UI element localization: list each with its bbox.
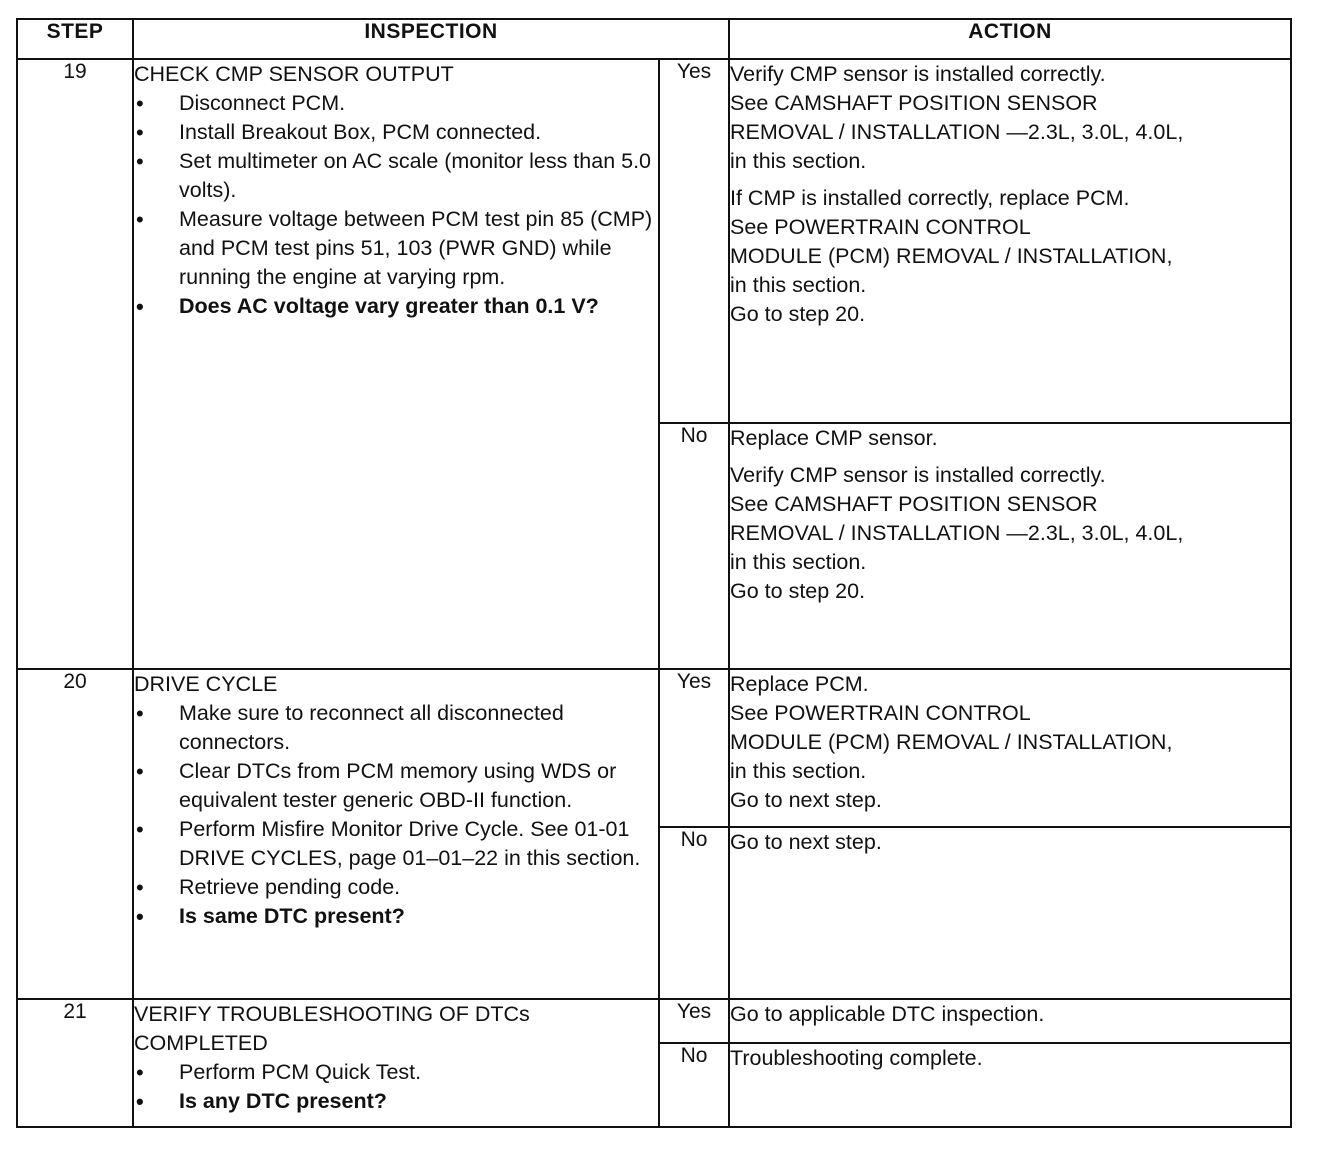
inspection-bullets bbox=[134, 89, 658, 321]
action-line: REMOVAL / INSTALLATION —2.3L, 3.0L, 4.0L, bbox=[730, 120, 1184, 144]
procedure-table-frame bbox=[16, 18, 1294, 1134]
action-line: Verify CMP sensor is installed correctly. bbox=[730, 463, 1106, 487]
action-line: Verify CMP sensor is installed correctly. bbox=[730, 62, 1106, 86]
inspection-question: • Does AC voltage vary greater than 0.1 V? bbox=[134, 292, 658, 321]
action-line: in this section. bbox=[730, 273, 867, 297]
action-line: in this section. bbox=[730, 550, 867, 574]
step-inspection bbox=[133, 59, 659, 669]
step-title: CHECK CMP SENSOR OUTPUT bbox=[134, 62, 454, 86]
action-line: MODULE (PCM) REMOVAL / INSTALLATION, bbox=[730, 244, 1173, 268]
step-inspection bbox=[133, 669, 659, 999]
yes-action bbox=[729, 669, 1291, 827]
action-line: See CAMSHAFT POSITION SENSOR bbox=[730, 91, 1098, 115]
bullet-item: • Measure voltage between PCM test pin 85 (CMP) and PCM test pins 51, 103 (PWR GND) while running the engine at varying rpm. bbox=[134, 205, 658, 292]
no-action bbox=[729, 827, 1291, 999]
inspection-question: • Is any DTC present? bbox=[134, 1087, 658, 1116]
yes-action bbox=[729, 999, 1291, 1043]
action-line: MODULE (PCM) REMOVAL / INSTALLATION, bbox=[730, 730, 1173, 754]
procedure-table bbox=[16, 18, 1292, 1128]
no-label: No bbox=[659, 827, 729, 999]
inspection-bullets bbox=[134, 1058, 658, 1116]
action-line: in this section. bbox=[730, 759, 867, 783]
step-inspection bbox=[133, 999, 659, 1127]
step-number: 20 bbox=[17, 669, 133, 999]
action-line: REMOVAL / INSTALLATION —2.3L, 3.0L, 4.0L, bbox=[730, 521, 1184, 545]
inspection-question: • Is same DTC present? bbox=[134, 902, 658, 931]
bullet-item: • Make sure to reconnect all disconnected connectors. bbox=[134, 699, 658, 757]
action-line: Replace CMP sensor. bbox=[730, 426, 938, 450]
bullet-item: • Install Breakout Box, PCM connected. bbox=[134, 118, 658, 147]
action-line: Go to step 20. bbox=[730, 302, 866, 326]
action-line: See POWERTRAIN CONTROL bbox=[730, 701, 1031, 725]
no-label: No bbox=[659, 1043, 729, 1127]
action-line: Go to next step. bbox=[730, 788, 882, 812]
header-step: STEP bbox=[17, 19, 133, 59]
header-row bbox=[17, 19, 1291, 59]
header-inspection: INSPECTION bbox=[133, 19, 729, 59]
step-title: DRIVE CYCLE bbox=[134, 672, 278, 696]
action-line: in this section. bbox=[730, 149, 867, 173]
bullet-item: • Disconnect PCM. bbox=[134, 89, 658, 118]
yes-label: Yes bbox=[659, 669, 729, 827]
action-line: If CMP is installed correctly, replace PCM. bbox=[730, 186, 1130, 210]
step-number: 21 bbox=[17, 999, 133, 1127]
action-line: Go to step 20. bbox=[730, 579, 866, 603]
header-action: ACTION bbox=[729, 19, 1291, 59]
bullet-item: • Set multimeter on AC scale (monitor less than 5.0 volts). bbox=[134, 147, 658, 205]
bullet-item: • Retrieve pending code. bbox=[134, 873, 658, 902]
action-line: See CAMSHAFT POSITION SENSOR bbox=[730, 492, 1098, 516]
no-action bbox=[729, 1043, 1291, 1127]
step-number: 19 bbox=[17, 59, 133, 669]
action-line: Replace PCM. bbox=[730, 672, 869, 696]
step-19-yes-row bbox=[17, 59, 1291, 423]
yes-label: Yes bbox=[659, 999, 729, 1043]
step-20-yes-row bbox=[17, 669, 1291, 827]
step-title: VERIFY TROUBLESHOOTING OF DTCs COMPLETED bbox=[134, 1002, 530, 1055]
yes-label: Yes bbox=[659, 59, 729, 423]
bullet-item: • Perform PCM Quick Test. bbox=[134, 1058, 658, 1087]
bullet-item: • Perform Misfire Monitor Drive Cycle. See 01-01 DRIVE CYCLES, page 01–01–22 in this section. bbox=[134, 815, 658, 873]
action-line: Go to next step. bbox=[730, 830, 882, 854]
no-label: No bbox=[659, 423, 729, 669]
action-line: Go to applicable DTC inspection. bbox=[730, 1002, 1045, 1026]
action-line: See POWERTRAIN CONTROL bbox=[730, 215, 1031, 239]
no-action bbox=[729, 423, 1291, 669]
inspection-bullets bbox=[134, 699, 658, 931]
yes-action bbox=[729, 59, 1291, 423]
bullet-item: • Clear DTCs from PCM memory using WDS or equivalent tester generic OBD-II function. bbox=[134, 757, 658, 815]
action-line: Troubleshooting complete. bbox=[730, 1046, 983, 1070]
step-21-yes-row bbox=[17, 999, 1291, 1043]
